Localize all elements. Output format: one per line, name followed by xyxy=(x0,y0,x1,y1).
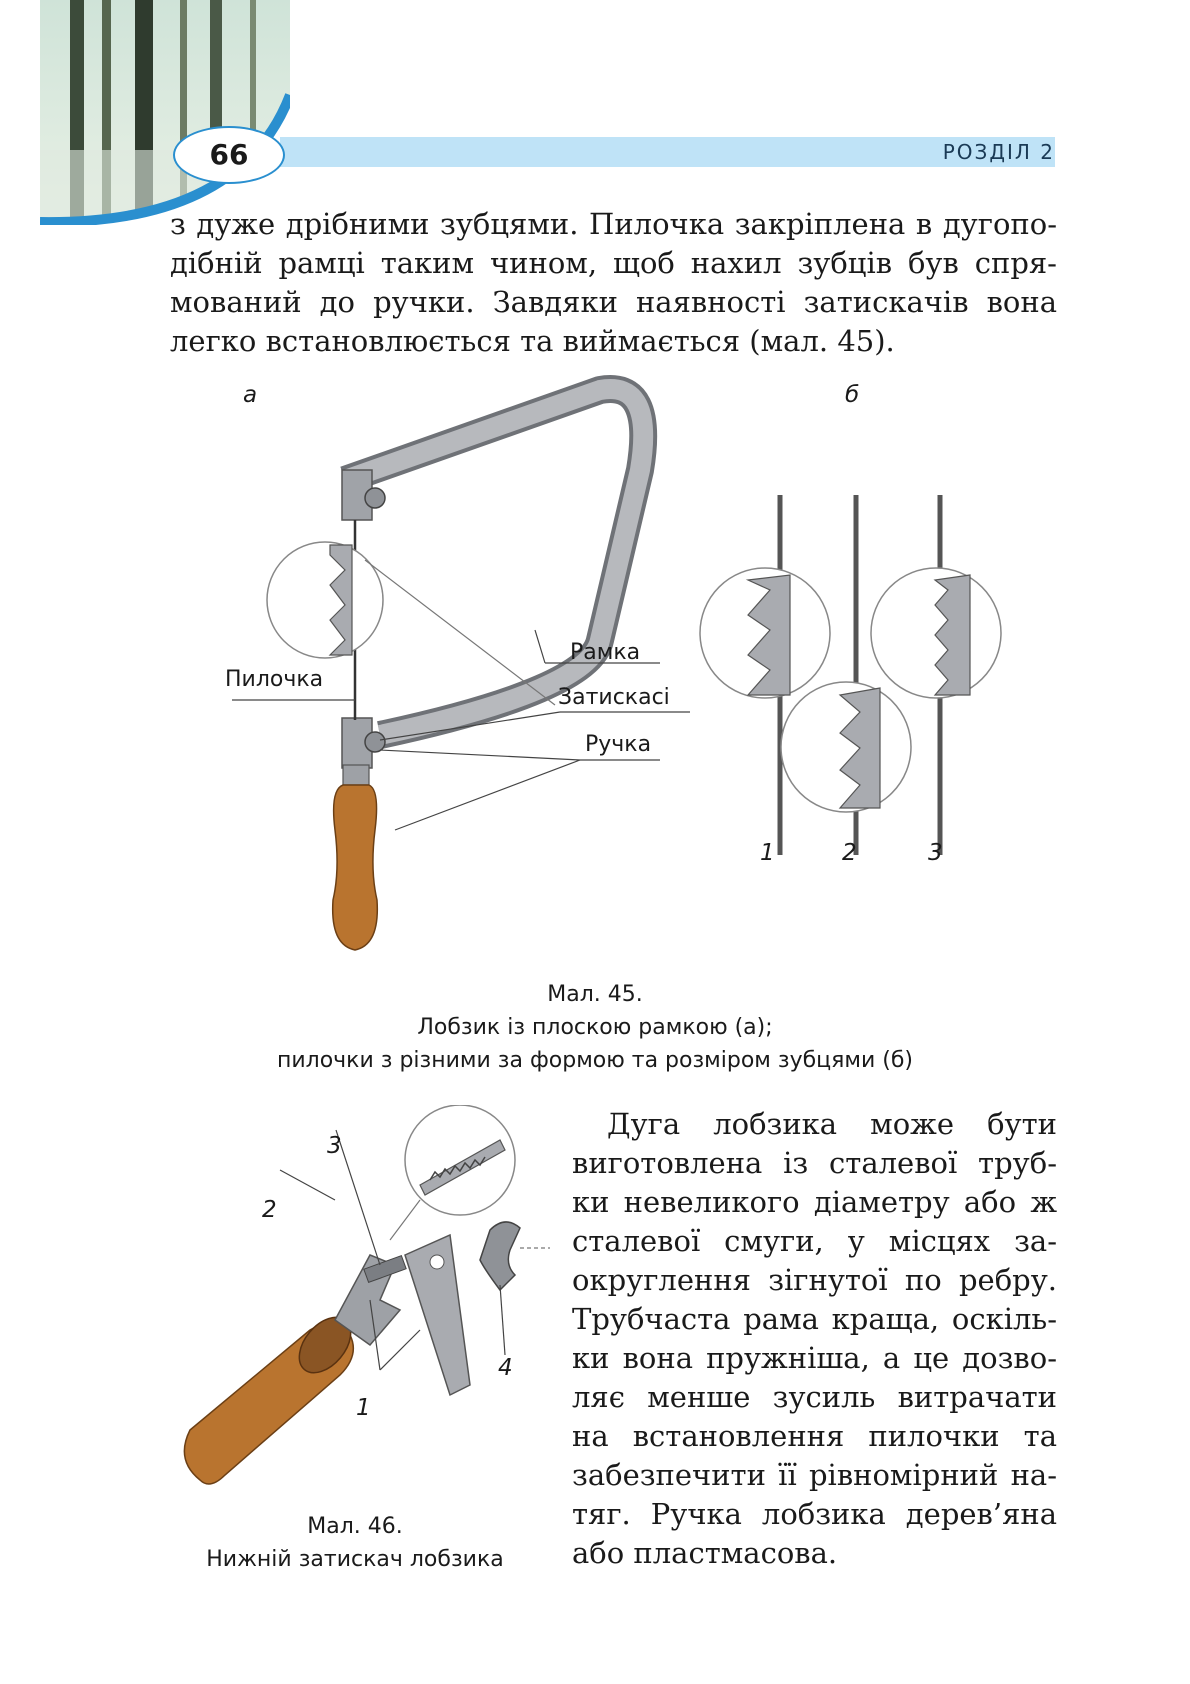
caption-line: пилочки з різними за формою та розміром зубцями (б) xyxy=(276,1048,914,1073)
lower-clamp-illustration xyxy=(170,1105,550,1485)
text-line: на встановлення пилочки та xyxy=(572,1419,1057,1453)
text-line: сталевої смуги, у місцях за- xyxy=(572,1224,1057,1258)
figure-45 xyxy=(0,360,1190,960)
text-line: мований до ручки. Завдяки наявності затискачів вона xyxy=(170,285,1057,319)
text-line: дібній рамці таким чином, щоб нахил зубців був спря- xyxy=(170,246,1057,280)
label-handle: Ручка xyxy=(585,732,652,757)
text-line: ки невеликого діаметру або ж xyxy=(572,1185,1057,1219)
label-a: а xyxy=(243,382,258,408)
fig46-number-1: 1 xyxy=(356,1395,371,1421)
fig46-number-3: 3 xyxy=(327,1133,342,1159)
blade-number-1: 1 xyxy=(760,840,775,866)
text-line: ки вона пружніша, а це дозво- xyxy=(572,1341,1057,1375)
label-b: б xyxy=(845,382,860,408)
section-title: РОЗДІЛ 2 xyxy=(942,140,1055,164)
label-frame: Рамка xyxy=(570,640,641,665)
fig46-number-2: 2 xyxy=(262,1197,277,1223)
figure-45-caption xyxy=(200,978,990,1077)
caption-line: Мал. 46. xyxy=(307,1514,403,1539)
text-line: Дуга лобзика може бути xyxy=(607,1107,1057,1141)
text-line: ляє менше зусиль витрачати xyxy=(572,1380,1057,1414)
text-line: або пластмасова. xyxy=(572,1536,838,1570)
text-line: з дуже дрібними зубцями. Пилочка закріплена в дугопо- xyxy=(170,207,1057,241)
text-line: легко встановлюється та виймається (мал. 45). xyxy=(170,324,895,358)
caption-line: Мал. 45. xyxy=(547,982,643,1007)
body-paragraph xyxy=(572,1105,1057,1573)
label-clamps: Затискасі xyxy=(558,685,670,710)
blade-number-2: 2 xyxy=(842,840,857,866)
page-number: 66 xyxy=(173,126,285,184)
caption-line: Нижній затискач лобзика xyxy=(206,1547,504,1572)
intro-paragraph xyxy=(170,205,1057,361)
figure-46-caption xyxy=(170,1510,540,1576)
blade-number-3: 3 xyxy=(928,840,943,866)
label-blade: Пилочка xyxy=(225,667,324,692)
text-line: округлення зігнутої по ребру. xyxy=(572,1263,1057,1297)
text-line: Трубчаста рама краща, оскіль- xyxy=(572,1302,1057,1336)
caption-line: Лобзик із плоскою рамкою (а); xyxy=(417,1015,773,1040)
text-line: виготовлена із сталевої труб- xyxy=(572,1146,1057,1180)
figure-46 xyxy=(170,1105,550,1485)
forest-corner-image xyxy=(40,0,290,225)
text-line: тяг. Ручка лобзика дерев’яна xyxy=(572,1497,1057,1531)
text-line: забезпечити її рівномірний на- xyxy=(572,1458,1057,1492)
fig46-number-4: 4 xyxy=(498,1355,513,1381)
